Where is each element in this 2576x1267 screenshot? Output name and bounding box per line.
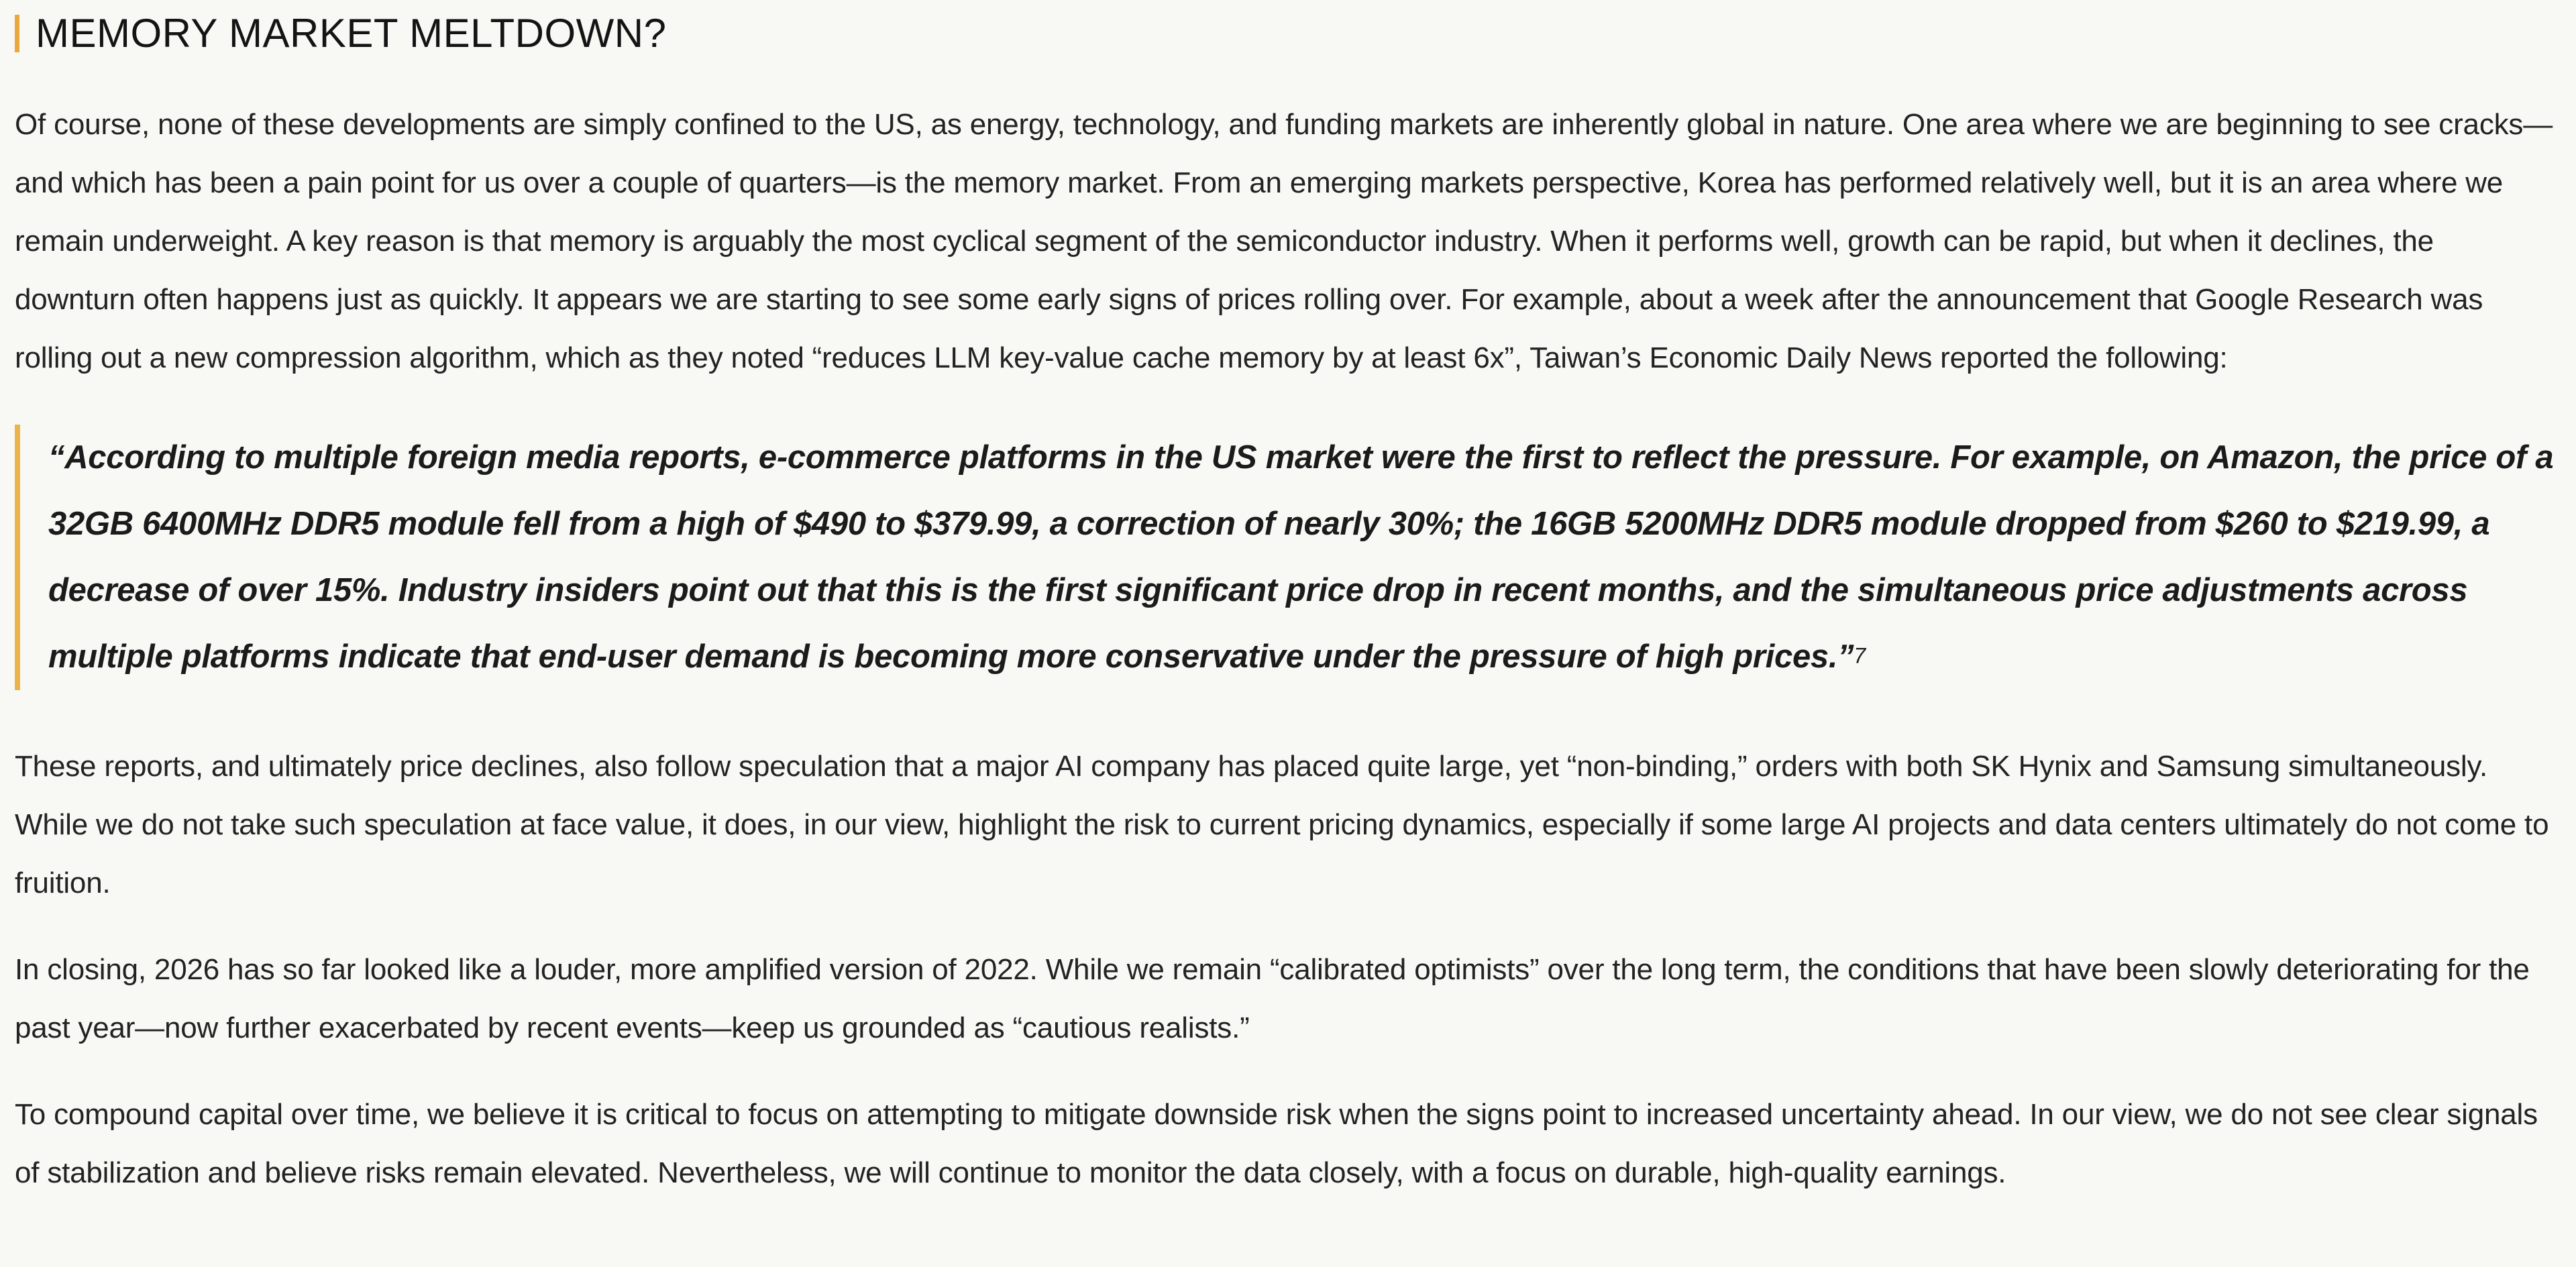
intro-paragraph: Of course, none of these developments are simply confined to the US, as energy, technology, and funding markets are inherently global in nature. One area where we are beginning to see cracks—and which has been a pain point for us over a couple of quarters—is the memory market. From an emerging markets perspective, Korea has performed relatively well, but it is an area where we remain underweight. A key reason is that memory is arguably the most cyclical segment of the semiconductor industry. When it performs well, growth can be rapid, but when it declines, the downturn often happens just as quickly. It appears we are starting to see some early signs of prices rolling over. For example, about a week after the announcement that Google Research was rolling out a new compression algorithm, which as they noted “reduces LLM key-value cache memory by at least 6x”, Taiwan’s Economic Daily News reported the following: — [15, 108, 2553, 374]
closing-paragraph: In closing, 2026 has so far looked like a louder, more amplified version of 2022. While we remain “calibrated optimists” over the long term, the conditions that have been slowly deteriorating for the past year—now further exacerbated by recent events—keep us grounded as “cautious realists.” — [15, 953, 2530, 1044]
speculation-paragraph: These reports, and ultimately price declines, also follow speculation that a major AI company has placed quite large, yet “non-binding,” orders with both SK Hynix and Samsung simultaneously. While we do not take such speculation at face value, it does, in our view, highlight the risk to current pricing dynamics, especially if some large AI projects and data centers ultimately do not come to fruition. — [15, 750, 2549, 899]
section-heading — [15, 0, 2561, 67]
pull-quote — [15, 425, 2561, 690]
section-title: MEMORY MARKET MELTDOWN? — [36, 11, 667, 56]
footnote-reference[interactable]: 7 — [1854, 643, 1866, 668]
compound-paragraph: To compound capital over time, we believe it is critical to focus on attempting to mitigate downside risk when the signs point to increased uncertainty ahead. In our view, we do not see clear signals of stabilization and believe risks remain elevated. Nevertheless, we will continue to monitor the data closely, with a focus on durable, high-quality earnings. — [15, 1098, 2538, 1189]
quote-text: “According to multiple foreign media reports, e-commerce platforms in the US market were the first to reflect the pressure. For example, on Amazon, the price of a 32GB 6400MHz DDR5 module fell from a high of $490 to $379.99, a correction of nearly 30%; the 16GB 5200MHz DDR5 module dropped from $260 to $219.99, a decrease of over 15%. Industry insiders point out that this is the first significant price drop in recent months, and the simultaneous price adjustments across multiple platforms indicate that end-user demand is becoming more conservative under the pressure of high prices.” — [48, 439, 2554, 675]
heading-accent-bar — [15, 15, 19, 52]
